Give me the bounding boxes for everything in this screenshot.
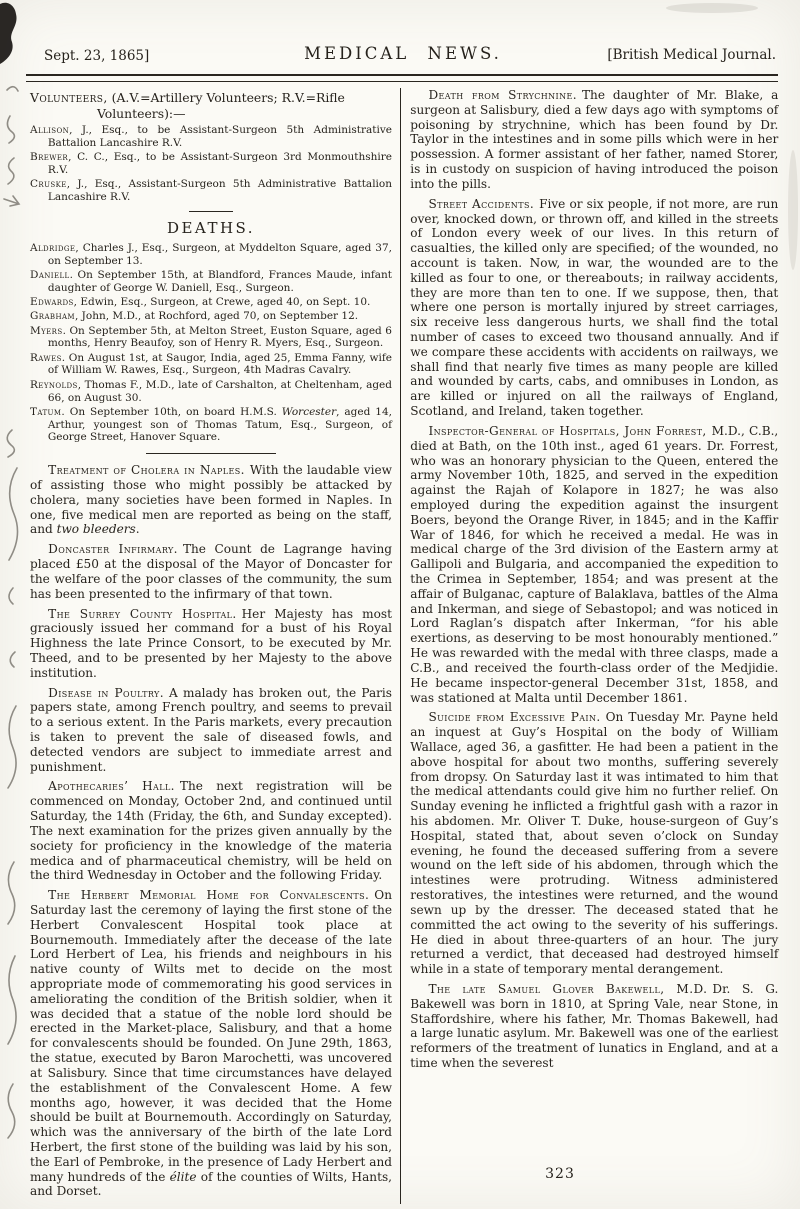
volunteers-heading bbox=[30, 90, 392, 121]
news-paragraph bbox=[30, 463, 392, 537]
item-lead: The late Samuel Glover Bakewell, M.D. bbox=[428, 981, 708, 996]
item-lead: Apothecaries’ Hall. bbox=[48, 779, 175, 794]
item-lead: Death from Strychnine. bbox=[428, 88, 577, 102]
death-notice bbox=[30, 325, 392, 351]
column-divider bbox=[400, 88, 401, 1204]
body-text: Dr. S. G. Bakewell was born in 1810, at Spring Vale, near Stone, in Staffordshire, where his father, Mr. Thomas Bakewell, had a large lunatic asylum. Mr. Bakewell was one of the earliest reformers of the treatment of lunatics in England, and at a time when the severest bbox=[410, 981, 779, 1070]
body-text: , C. C., Esq., to be Assistant-Surgeon 3rd Monmouthshire R.V. bbox=[47, 151, 392, 176]
italic-text: élite bbox=[169, 1169, 197, 1184]
right-column bbox=[410, 88, 778, 1204]
death-notice bbox=[30, 242, 392, 268]
volunteers-list bbox=[30, 124, 392, 204]
body-text: . bbox=[135, 522, 140, 537]
item-lead: The Surrey County Hospital. bbox=[48, 606, 237, 621]
body-text: , Thomas F., M.D., late of Carshalton, at Cheltenham, aged 66, on August 30. bbox=[47, 378, 392, 404]
volunteer-entry bbox=[30, 151, 392, 177]
entry-name: Daniell bbox=[30, 268, 70, 281]
body-text: M.D., C.B., died at Bath, on the 10th inst., aged 61 years. Dr. Forrest, who was an honorary physician to the Queen, entered the army November 10th, 1825, and served in the expedition against the Rajah of Kolapore in 1827; he was also employed during the expedition against the insurgent Boers, beyond the Orange River, in 1845; and in the Kaffir War of 1846, for which he received a medal. He was in medical charge of the 3rd division of the Eastern army at Gallipoli and Bulgaria, and accompanied the expedition to the Crimea in September, 1854; and was present at the affair of Bulganac, capture of Balaklava, battles of the Alma and Inkerman, and siege of Sebastopol; and was noticed in Lord Raglan’s dispatch after Inkerman, “for his able exertions, as deserving to be most honourably mentioned.” He was rewarded with the medal with three clasps, made a C.B., and received the fourth-class order of the Medjidie. He became inspector-general December 31st, 1858, and was stationed at Malta until December 1861. bbox=[410, 423, 779, 705]
page-number: 323 bbox=[545, 1166, 575, 1182]
body-text: , John, M.D., at Rochford, aged 70, on September 12. bbox=[75, 310, 359, 323]
entry-name: Brewer bbox=[30, 151, 69, 164]
text-columns bbox=[30, 88, 780, 1204]
body-text: , J., Esq., Assistant-Surgeon 5th Administrative Battalion Lancashire R.V. bbox=[47, 178, 392, 203]
news-paragraph bbox=[410, 982, 778, 1071]
item-lead: Suicide from Excessive Pain. bbox=[428, 710, 601, 725]
news-paragraph bbox=[30, 779, 392, 883]
section-separator bbox=[146, 453, 276, 454]
death-notice bbox=[30, 310, 392, 323]
volunteers-heading-rest: (A.V.=Artillery Volunteers; R.V.=Rifle Volunteers):— bbox=[96, 90, 345, 121]
death-notice bbox=[30, 406, 392, 444]
header-journal: [British Medical Journal. bbox=[607, 47, 776, 63]
death-notice bbox=[30, 352, 392, 378]
deaths-heading: DEATHS. bbox=[166, 218, 256, 237]
volunteers-lead: Volunteers, bbox=[30, 90, 108, 105]
body-text: A malady has broken out, the Paris papers state, among French poultry, and seems to prevail to a serious extent. In the Paris markets, every precaution is taken to prevent the sale of diseased fowls, and detected vendors are subject to immediate arrest and punishment. bbox=[30, 685, 393, 774]
entry-name: Cruske bbox=[30, 178, 67, 191]
body-text: , aged 14, Arthur, youngest son of Thomas Tatum, Esq., Surgeon, of George Street, Hanover Square. bbox=[47, 405, 392, 444]
ink-blob bbox=[0, 3, 17, 64]
death-notice bbox=[30, 379, 392, 405]
body-text: With the laudable view of assisting those who might possibly be attacked by cholera, many societies have been formed in Naples. In one, five medical men are reported as being on the staff, and bbox=[30, 463, 392, 537]
item-lead: Street Accidents. bbox=[428, 196, 535, 211]
edge-smudge bbox=[788, 150, 798, 270]
section-separator bbox=[189, 211, 233, 212]
death-notice bbox=[30, 296, 392, 309]
body-text: , Edwin, Esq., Surgeon, at Crewe, aged 40, on Sept. 10. bbox=[73, 295, 371, 308]
news-paragraph bbox=[410, 197, 778, 419]
page-title: MEDICAL NEWS. bbox=[304, 44, 502, 63]
entry-name: Aldridge bbox=[30, 241, 76, 254]
entry-name: Myers bbox=[30, 324, 63, 337]
right-news-items bbox=[410, 88, 778, 1071]
volunteer-entry bbox=[30, 178, 392, 204]
entry-name: Edwards bbox=[30, 295, 74, 308]
header-rule bbox=[26, 74, 778, 82]
entry-name: Tatum bbox=[30, 405, 62, 418]
header-date: Sept. 23, 1865] bbox=[44, 48, 150, 64]
death-notice bbox=[30, 269, 392, 295]
item-lead: Doncaster Infirmary. bbox=[48, 542, 178, 557]
body-text: . On September 15th, at Blandford, Frances Maude, infant daughter of George W. Daniell, Esq., Surgeon. bbox=[47, 268, 392, 294]
body-text: On Tuesday Mr. Payne held an inquest at Guy’s Hospital on the body of William Wallace, aged 36, a gasfitter. He had been a patient in the above hospital for about two months, suffering severely from dropsy. On Saturday last it was intimated to him that the medical attendants could give him no further relief. On Sunday evening he inflicted a frightful gash with a razor in his abdomen. Mr. Oliver T. Duke, house-surgeon of Guy’s Hospital, stated that, about seven o’clock on Sunday evening, he found the deceased suffering from a severe wound on the left side of his abdomen, through which the intestines were protruding. Witness administered restoratives, the intestines were returned, and the wound sewn up by the dresser. The deceased stated that he committed the act owing to the severity of his sufferings. He died in about three-quarters of an hour. The jury returned a verdict, that deceased had destroyed himself while in a state of temporary mental derangement. bbox=[410, 710, 779, 977]
edge-smudge bbox=[666, 3, 758, 13]
news-paragraph bbox=[30, 607, 392, 681]
item-lead: Inspector-General of Hospitals, John Forrest, bbox=[428, 423, 707, 438]
entry-name: Rawes bbox=[30, 351, 62, 364]
body-text: The Count de Lagrange having placed £50 at the disposal of the Mayor of Doncaster for the welfare of the poor classes of the community, the sum has been presented to the infirmary of that town. bbox=[30, 542, 393, 601]
italic-text: Worcester bbox=[281, 405, 337, 418]
item-lead: The Herbert Memorial Home for Convalescents. bbox=[48, 888, 370, 903]
body-text: The next registration will be commenced on Monday, October 2nd, and continued until Saturday, the 14th (Friday, the 6th, and Sunday excepted). The next examination for the prizes given annually by the society for proficiency in the knowledge of the materia medica and of pharmaceutical chemistry, will be held on the third Wednesday in October and the following Friday. bbox=[30, 779, 392, 883]
italic-text: two bleeders bbox=[56, 522, 136, 537]
body-text: . On September 10th, on board H.M.S. bbox=[61, 405, 282, 418]
news-paragraph bbox=[30, 542, 392, 601]
margin-pen-marks bbox=[4, 87, 19, 1138]
body-text: Five or six people, if not more, are run over, knocked down, or thrown off, and killed in the streets of London every week of our lives. In this return of casualties, the killed only are specified; of the wounded, no account is taken. Now, in war, the wounded are to the killed as four to one, or thereabouts; in railway accidents, they are more than ten to one. If we suppose, then, that where one person is mortally injured by street carriages, six receive less dangerous hurts, we shall find the total number of cases to exceed two thousand annually. And if we compare these accidents with accidents on railways, we shall find that nearly five times as many people are killed and wounded by carts, cabs, and omnibuses in London, as are killed or injured on all the railways of England, Scotland, and Ireland, taken together. bbox=[410, 196, 779, 419]
news-paragraph bbox=[30, 888, 392, 1199]
news-paragraph bbox=[410, 424, 778, 705]
body-text: , Charles J., Esq., Surgeon, at Myddelton Square, aged 37, on September 13. bbox=[47, 241, 392, 267]
body-text: Her Majesty has most graciously issued her command for a bust of his Royal Highness the late Prince Consort, to be executed by Mr. Theed, and to be presented by her Majesty to the above institution. bbox=[30, 606, 392, 680]
body-text: , J., Esq., to be Assistant-Surgeon 5th Administrative Battalion Lancashire R.V. bbox=[47, 124, 392, 149]
body-text: of the counties of Wilts, Hants, and Dorset. bbox=[30, 1169, 393, 1199]
volunteer-entry bbox=[30, 124, 392, 150]
item-lead: Treatment of Cholera in Naples. bbox=[48, 463, 245, 478]
left-column bbox=[30, 88, 392, 1204]
news-paragraph bbox=[410, 710, 778, 977]
body-text: The daughter of Mr. Blake, a surgeon at Salisbury, died a few days ago with symptoms of poisoning by strychnine, which has been found by Dr. Taylor in the intestines and in some pills which were in her possession. A former assistant of her father, named Storer, is in custody on suspicion of having introduced the poison into the pills. bbox=[410, 88, 779, 191]
deaths-list bbox=[30, 242, 392, 444]
entry-name: Allison bbox=[30, 124, 70, 136]
body-text: . On September 5th, at Melton Street, Euston Square, aged 6 months, Henry Beaufoy, son of Henry R. Myers, Esq., Surgeon. bbox=[47, 324, 392, 350]
entry-name: Grabham bbox=[30, 310, 75, 323]
item-lead: Disease in Poultry. bbox=[48, 685, 164, 700]
body-text: . On August 1st, at Saugor, India, aged 25, Emma Fanny, wife of William W. Rawes, Esq., Surgeon, 4th Madras Cavalry. bbox=[47, 351, 392, 377]
entry-name: Reynolds bbox=[30, 378, 78, 391]
news-paragraph bbox=[410, 88, 778, 192]
page-header bbox=[30, 44, 776, 68]
left-news-items bbox=[30, 463, 392, 1199]
news-paragraph bbox=[30, 686, 392, 775]
body-text: On Saturday last the ceremony of laying the first stone of the Herbert Convalescent Hospital took place at Bournemouth. Immediately after the decease of the late Lord Herbert of Lea, his friends and neighbours in his native county of Wilts met to decide on the most appropriate mode of commemorating his good services in ameliorating the condition of the British soldier, when it was decided that a statue of the noble lord should be erected in the Market-place, Salisbury, and that a home for convalescents should be founded. On June 29th, 1863, the statue, executed by Baron Marochetti, was uncovered at Salisbury. Since that time circumstances have delayed the establishment of the Convalescent Home. A few months ago, however, it was decided that the Home should be built at Bournemouth. Accordingly on Saturday, which was the anniversary of the birth of the late Lord Herbert, the first stone of the building was laid by his son, the Earl of Pembroke, in the presence of Lady Herbert and many hundreds of the bbox=[30, 888, 392, 1184]
